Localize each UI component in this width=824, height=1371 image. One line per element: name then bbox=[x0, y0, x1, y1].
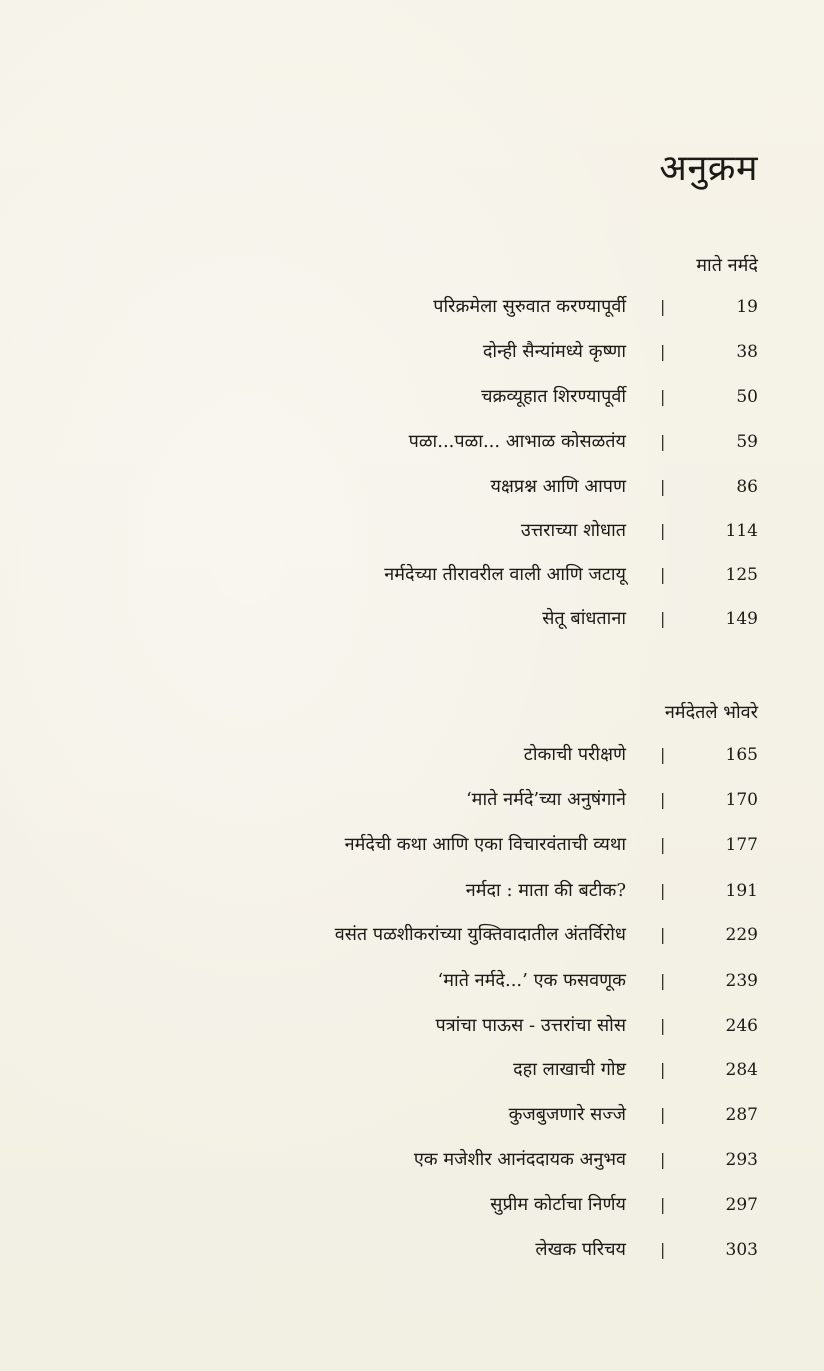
toc-page-number: 246 bbox=[725, 1016, 758, 1036]
toc-entry-title: कुजबुजणारे सज्जे bbox=[508, 1104, 626, 1125]
toc-separator: | bbox=[660, 835, 666, 854]
toc-entry-title: टोकाची परीक्षणे bbox=[523, 744, 626, 765]
toc-entry bbox=[0, 516, 824, 546]
toc-page-number: 86 bbox=[736, 477, 758, 497]
toc-entry bbox=[0, 337, 824, 367]
toc-entry-title: पत्रांचा पाऊस - उत्तरांचा सोस bbox=[435, 1015, 626, 1036]
toc-entry-title: उत्तराच्या शोधात bbox=[520, 520, 626, 541]
toc-entry bbox=[0, 1100, 824, 1130]
toc-separator: | bbox=[660, 432, 666, 451]
toc-entry-title: सुप्रीम कोर्टाचा निर्णय bbox=[490, 1194, 626, 1215]
toc-entry bbox=[0, 1011, 824, 1041]
toc-page-number: 303 bbox=[725, 1240, 758, 1260]
toc-entry bbox=[0, 1055, 824, 1085]
toc-separator: | bbox=[660, 790, 666, 809]
toc-separator: | bbox=[660, 1240, 666, 1259]
toc-entry-title: सेतू बांधताना bbox=[542, 608, 626, 629]
toc-entry bbox=[0, 1190, 824, 1220]
toc-page-number: 165 bbox=[725, 745, 758, 765]
toc-separator: | bbox=[660, 477, 666, 496]
toc-separator: | bbox=[660, 971, 666, 990]
toc-separator: | bbox=[660, 565, 666, 584]
toc-separator: | bbox=[660, 1060, 666, 1079]
toc-separator: | bbox=[660, 1195, 666, 1214]
toc-separator: | bbox=[660, 881, 666, 900]
toc-entry bbox=[0, 427, 824, 457]
toc-entry-title: एक मजेशीर आनंददायक अनुभव bbox=[413, 1149, 626, 1170]
toc-entry-title: परिक्रमेला सुरुवात करण्यापूर्वी bbox=[433, 296, 626, 317]
toc-entry-title: यक्षप्रश्न आणि आपण bbox=[490, 476, 626, 497]
toc-page-number: 170 bbox=[725, 790, 758, 810]
toc-page-number: 125 bbox=[725, 565, 758, 585]
toc-separator: | bbox=[660, 342, 666, 361]
toc-separator: | bbox=[660, 1105, 666, 1124]
toc-page-number: 239 bbox=[725, 971, 758, 991]
toc-page-number: 50 bbox=[736, 387, 758, 407]
toc-entry-title: दहा लाखाची गोष्ट bbox=[513, 1059, 626, 1080]
toc-page-number: 149 bbox=[725, 609, 758, 629]
toc-entry bbox=[0, 785, 824, 815]
toc-entry bbox=[0, 472, 824, 502]
toc-separator: | bbox=[660, 745, 666, 764]
toc-separator: | bbox=[660, 387, 666, 406]
toc-separator: | bbox=[660, 609, 666, 628]
toc-entry-title: लेखक परिचय bbox=[535, 1239, 626, 1260]
toc-page-number: 38 bbox=[736, 342, 758, 362]
toc-page-number: 229 bbox=[725, 925, 758, 945]
toc-entry bbox=[0, 876, 824, 906]
toc-separator: | bbox=[660, 297, 666, 316]
toc-page-number: 19 bbox=[736, 297, 758, 317]
toc-page-number: 293 bbox=[725, 1150, 758, 1170]
toc-separator: | bbox=[660, 1016, 666, 1035]
toc-page-number: 59 bbox=[736, 432, 758, 452]
toc-entry-title: वसंत पळशीकरांच्या युक्तिवादातील अंतर्विरोध bbox=[334, 924, 626, 945]
toc-page-number: 297 bbox=[725, 1195, 758, 1215]
section-heading-mate-narmade: माते नर्मदे bbox=[696, 255, 758, 276]
toc-entry bbox=[0, 920, 824, 950]
toc-separator: | bbox=[660, 925, 666, 944]
toc-entry-title: नर्मदा : माता की बटीक? bbox=[465, 880, 626, 901]
toc-entry bbox=[0, 1235, 824, 1265]
toc-page-number: 191 bbox=[725, 881, 758, 901]
toc-separator: | bbox=[660, 521, 666, 540]
toc-entry bbox=[0, 830, 824, 860]
toc-entry bbox=[0, 292, 824, 322]
toc-page-number: 177 bbox=[725, 835, 758, 855]
section-heading-narmadetale-bhovare: नर्मदेतले भोवरे bbox=[664, 702, 758, 723]
page-title: अनुक्रम bbox=[659, 148, 758, 189]
toc-entry bbox=[0, 1145, 824, 1175]
toc-page-number: 114 bbox=[725, 521, 758, 541]
toc-page-number: 284 bbox=[725, 1060, 758, 1080]
toc-entry bbox=[0, 740, 824, 770]
toc-separator: | bbox=[660, 1150, 666, 1169]
toc-entry bbox=[0, 382, 824, 412]
toc-entry bbox=[0, 560, 824, 590]
toc-entry bbox=[0, 604, 824, 634]
toc-entry-title: नर्मदेची कथा आणि एका विचारवंताची व्यथा bbox=[344, 834, 626, 855]
toc-entry-title: चक्रव्यूहात शिरण्यापूर्वी bbox=[481, 386, 626, 407]
toc-entry-title: पळा...पळा... आभाळ कोसळतंय bbox=[408, 431, 626, 452]
toc-entry-title: नर्मदेच्या तीरावरील वाली आणि जटायू bbox=[384, 564, 626, 585]
toc-entry-title: ‘माते नर्मदे’च्या अनुषंगाने bbox=[465, 789, 626, 810]
toc-entry-title: दोन्ही सैन्यांमध्ये कृष्णा bbox=[482, 341, 626, 362]
toc-entry bbox=[0, 966, 824, 996]
toc-entry-title: ‘माते नर्मदे...’ एक फसवणूक bbox=[437, 970, 626, 991]
toc-page-number: 287 bbox=[725, 1105, 758, 1125]
